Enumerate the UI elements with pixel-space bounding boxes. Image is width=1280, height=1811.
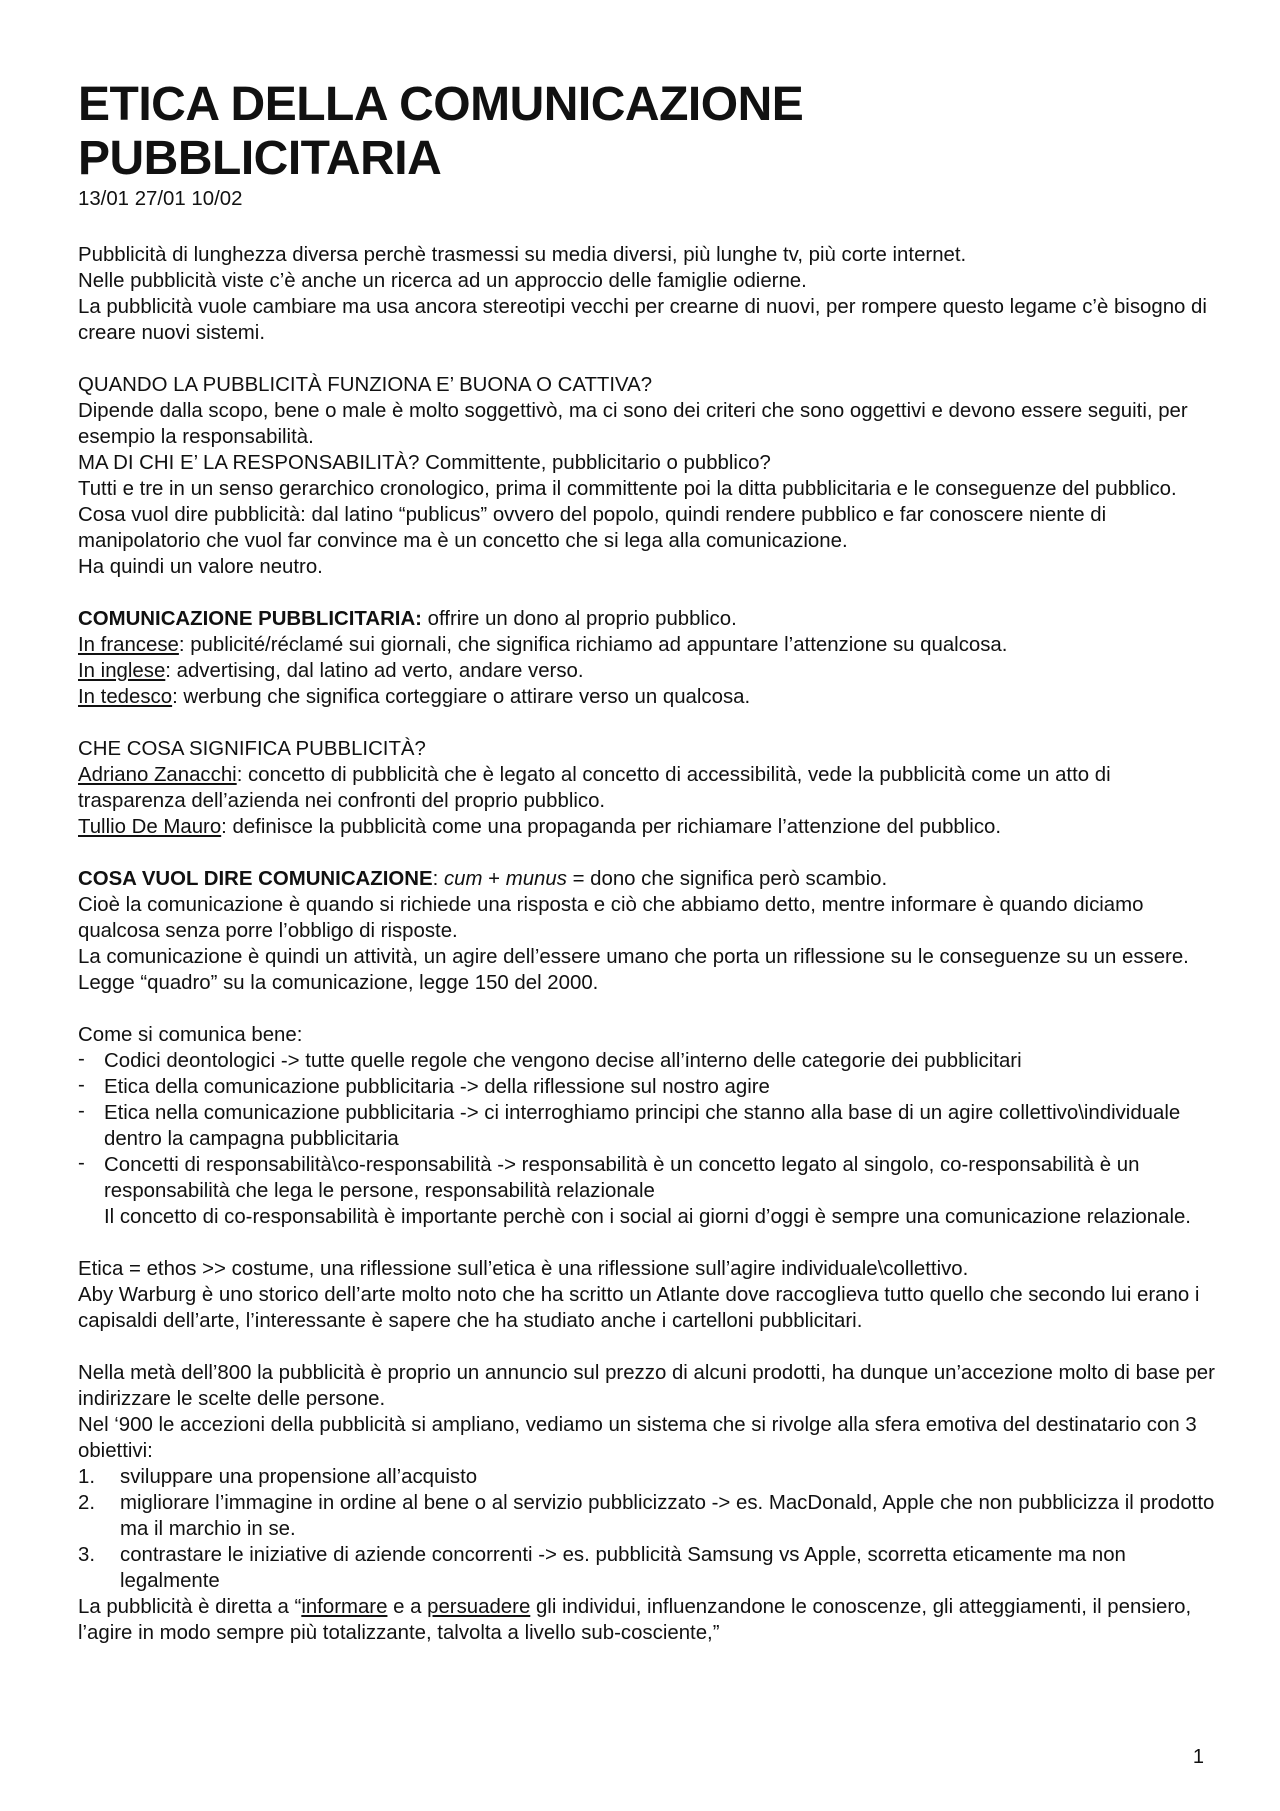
list-note: Il concetto di co-responsabilità è importante perchè con i social ai giorni d’oggi è sempre una comunicazione relazionale. [104,1206,1191,1228]
latin-term: munus [505,868,567,890]
numbered-list [78,1464,1218,1594]
title-line-1: ETICA DELLA COMUNICAZIONE [78,78,804,131]
paragraph: Cioè la comunicazione è quando si richiede una risposta e ciò che abbiamo detto, mentre informare è quando diciamo qualcosa senza porre l’obbligo di risposte. [78,894,1144,942]
author-entry [78,814,1218,840]
language-label: In tedesco [78,686,173,708]
paragraph: Cosa vuol dire pubblicità: dal latino “publicus” ovvero del popolo, quindi rendere pubblico e far conoscere niente di manipolatorio che vuol far convince ma è un concetto che si lega alla comunicazione. [78,504,1107,552]
section-heading: MA DI CHI E’ LA RESPONSABILITÀ? Committente, pubblicitario o pubblico? [78,452,771,474]
text-fragment: e a [387,1596,428,1618]
paragraph: Legge “quadro” su la comunicazione, legge 150 del 2000. [78,972,599,994]
paragraph: Tutti e tre in un senso gerarchico cronologico, prima il committente poi la ditta pubblicitaria e le conseguenze del pubblico. [78,478,1177,500]
paragraph: Dipende dalla scopo, bene o male è molto soggettivò, ma ci sono dei criteri che sono oggettivi e devono essere seguiti, per esempio la responsabilità. [78,400,1188,448]
definition-plus: + [482,868,506,890]
underlined-term: informare [301,1596,388,1618]
language-entry [78,684,1218,710]
title-line-2: PUBBLICITARIA [78,132,442,185]
list-item: - Etica nella comunicazione pubblicitaria -> ci interroghiamo principi che stanno alla base di un agire collettivo\individuale dentro la campagna pubblicitaria [78,1100,1218,1152]
paragraph: Pubblicità di lunghezza diversa perchè trasmessi su media diversi, più lunghe tv, più corte internet. [78,244,967,266]
list-item: - Concetti di responsabilità\co-responsabilità -> responsabilità è un concetto legato al singolo, co-responsabilità è un responsabilità che lega le persone, responsabilità relazionale [78,1152,1218,1204]
lecture-dates: 13/01 27/01 10/02 [78,188,243,210]
list-item: - Codici deontologici -> tutte quelle regole che vengono decise all’interno delle categorie dei pubblicitari [78,1048,1218,1074]
language-text: : publicité/réclamé sui giornali, che significa richiamo ad appuntare l’attenzione su qualcosa. [178,634,1008,656]
definition [78,606,1218,632]
language-text: : werbung che significa corteggiare o attirare verso un qualcosa. [172,686,751,708]
paragraph: La pubblicità vuole cambiare ma usa ancora stereotipi vecchi per crearne di nuovi, per rompere questo legame c’è bisogno di creare nuovi sistemi. [78,296,1207,344]
list-item [78,1542,1218,1594]
paragraph [78,1594,1218,1646]
underlined-term: persuadere [427,1596,531,1618]
paragraph: Nella metà dell’800 la pubblicità è proprio un annuncio sul prezzo di alcuni prodotti, ha dunque un’accezione molto di base per indirizzare le scelte delle persone. [78,1362,1215,1410]
document-title [78,78,1218,186]
paragraph: Aby Warburg è uno storico dell’arte molto noto che ha scritto un Atlante dove raccoglieva tutto quello che secondo lui erano i capisaldi dell’arte, l’interessante è sapere che ha studiato anche i cartelloni pubblicitari. [78,1284,1200,1332]
paragraph: Etica = ethos >> costume, una riflessione sull’etica è una riflessione sull’agire individuale\collettivo. [78,1258,969,1280]
text-fragment: La pubblicità è diretta a “ [78,1596,302,1618]
definition-text: offrire un dono al proprio pubblico. [421,608,737,630]
paragraph: Nelle pubblicità viste c’è anche un ricerca ad un approccio delle famiglie odierne. [78,270,807,292]
latin-term: cum [443,868,483,890]
definition [78,866,1218,892]
definition-label: COMUNICAZIONE PUBBLICITARIA: [78,608,422,630]
author-name: Tullio De Mauro [78,816,222,838]
section-heading: CHE COSA SIGNIFICA PUBBLICITÀ? [78,738,426,760]
language-text: : advertising, dal latino ad verto, andare verso. [165,660,584,682]
document-page [78,78,1218,1646]
section-heading: QUANDO LA PUBBLICITÀ FUNZIONA E’ BUONA O CATTIVA? [78,374,653,396]
paragraph: Nel ‘900 le accezioni della pubblicità si ampliano, vediamo un sistema che si rivolge alla sfera emotiva del destinatario con 3 obiettivi: [78,1414,1197,1462]
list-heading: Come si comunica bene: [78,1024,303,1046]
language-label: In francese [78,634,179,656]
page-number: 1 [1192,1746,1204,1768]
paragraph: Ha quindi un valore neutro. [78,556,323,578]
author-text: : definisce la pubblicità come una propaganda per richiamare l’attenzione del pubblico. [221,816,1002,838]
list-text: contrastare le iniziative di aziende concorrenti -> es. pubblicità Samsung vs Apple, scorretta eticamente ma non legalmente [120,1544,1126,1592]
list-number: 3. [78,1544,96,1566]
list-item: - Etica della comunicazione pubblicitaria -> della riflessione sul nostro agire [78,1074,1218,1100]
list-text: migliorare l’immagine in ordine al bene o al servizio pubblicizzato -> es. MacDonald, Apple che non pubblicizza il prodotto ma il marchio in se. [120,1492,1215,1540]
list-item [78,1464,1218,1490]
list-text: sviluppare una propensione all’acquisto [120,1466,478,1488]
list-number: 2. [78,1492,96,1514]
definition-label: COSA VUOL DIRE COMUNICAZIONE [78,868,433,890]
author-name: Adriano Zanacchi [78,764,237,786]
language-entry [78,658,1218,684]
language-entry [78,632,1218,658]
language-label: In inglese [78,660,166,682]
dash-list [78,1048,1218,1204]
list-number: 1. [78,1466,96,1488]
definition-colon: : [432,868,444,890]
author-text: : concetto di pubblicità che è legato al concetto di accessibilità, vede la pubblicità come un atto di trasparenza dell’azienda nei confronti del proprio pubblico. [78,764,1111,812]
definition-text: = dono che significa però scambio. [566,868,888,890]
list-item [78,1490,1218,1542]
author-entry [78,762,1218,814]
text-fragment: gli individui, influenzandone le conoscenze, gli atteggiamenti, il pensiero, l’agire in modo sempre più totalizzante, talvolta a livello sub-cosciente,” [78,1596,1192,1644]
paragraph: La comunicazione è quindi un attività, un agire dell’essere umano che porta un riflessione su le conseguenze su un essere. [78,946,1189,968]
